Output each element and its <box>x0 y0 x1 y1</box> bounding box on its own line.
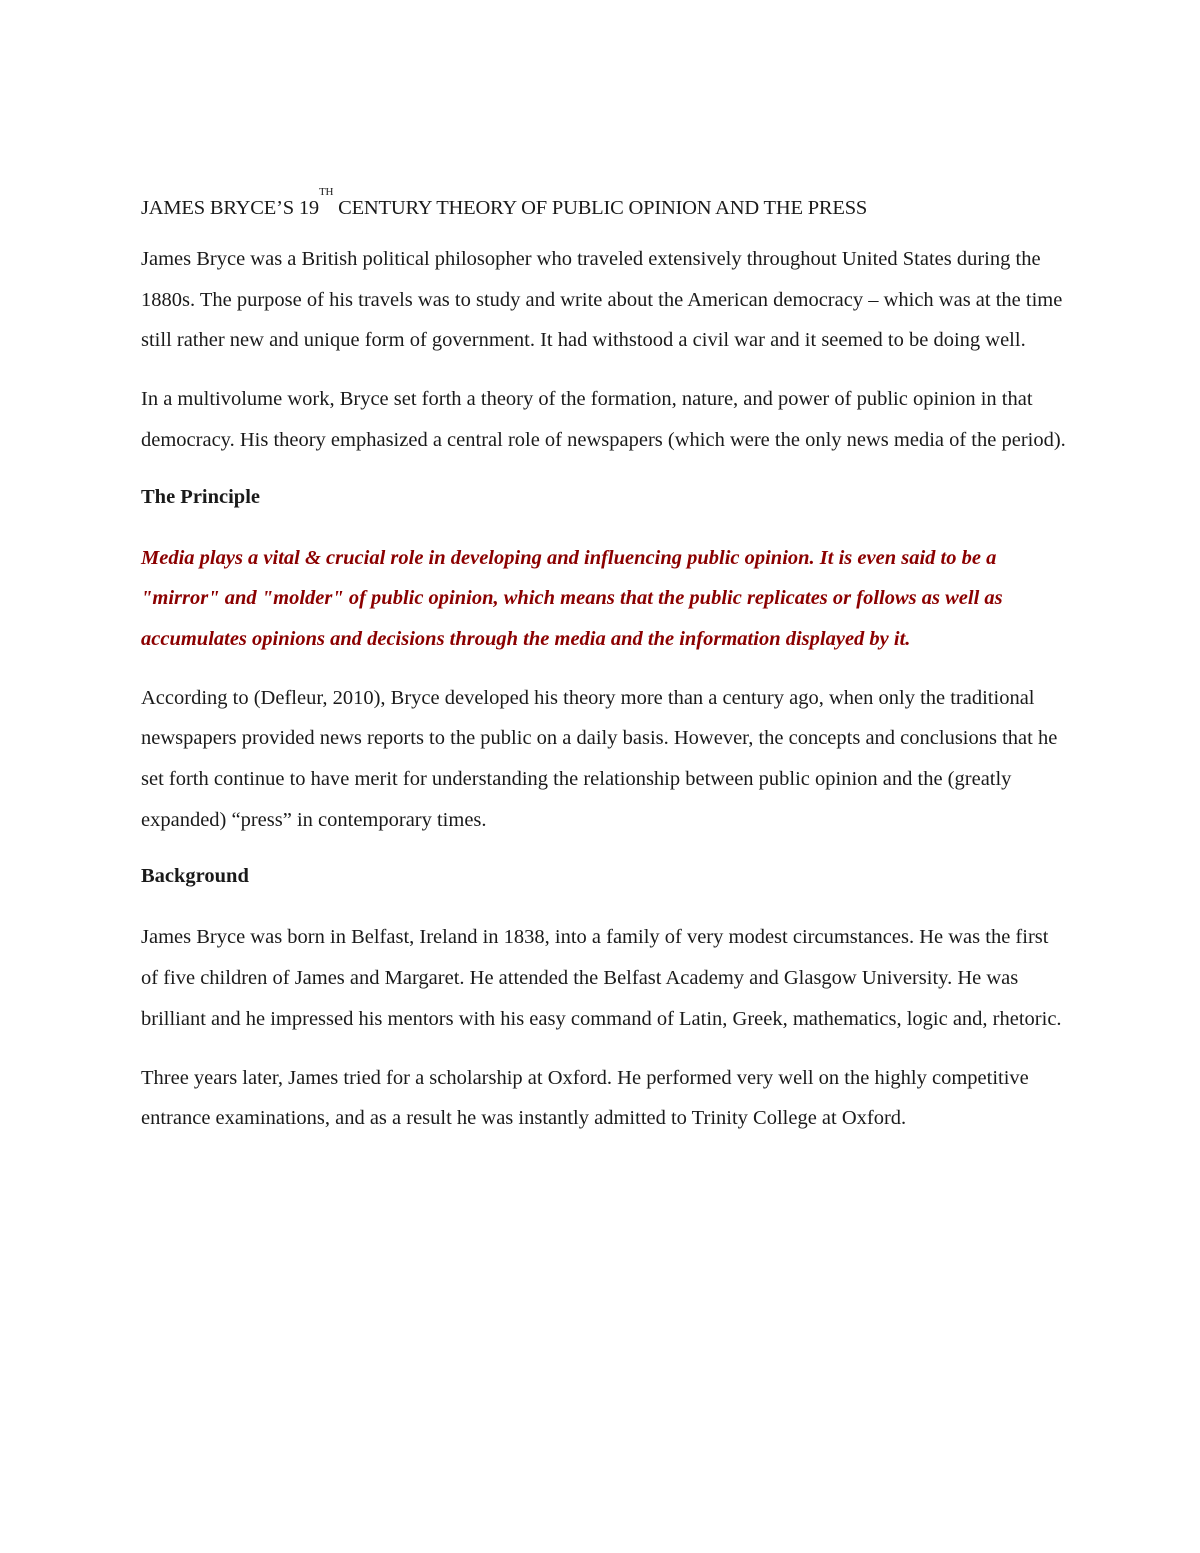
background-paragraph-2: Three years later, James tried for a scholarship at Oxford. He performed very well on the highly competitive entrance examinations, and as a result he was instantly admitted to Trinity College at Oxford. <box>141 1066 1029 1130</box>
title-prefix: JAMES BRYCE’S 19 <box>141 197 319 219</box>
intro-paragraph-1: James Bryce was a British political philosopher who traveled extensively throughout United States during the 1880s. The purpose of his travels was to study and write about the American democracy – which was at the time still rather new and unique form of government. It had withstood a civil war and it seemed to be doing well. <box>141 248 1063 352</box>
principle-quote: Media plays a vital & crucial role in developing and influencing public opinion. It is even said to be a "mirror" and "molder" of public opinion, which means that the public replicates or follows as well as accumulates opinions and decisions through the media and the information displayed by it. <box>141 546 1003 650</box>
title-superscript: TH <box>318 186 334 198</box>
document-title <box>141 186 1066 226</box>
principle-heading: The Principle <box>141 485 261 508</box>
background-paragraph-1: James Bryce was born in Belfast, Ireland in 1838, into a family of very modest circumstances. He was the first of five children of James and Margaret. He attended the Belfast Academy and Glasgow University. He was brilliant and he impressed his mentors with his easy command of Latin, Greek, mathematics, logic and, rhetoric. <box>141 926 1062 1030</box>
document-content <box>141 186 1066 1157</box>
principle-follow-paragraph: According to (Defleur, 2010), Bryce developed his theory more than a century ago, when only the traditional newspapers provided news reports to the public on a daily basis. However, the concepts and conclusions that he set forth continue to have merit for understanding the relationship between public opinion and the (greatly expanded) “press” in contemporary times. <box>141 686 1058 831</box>
title-suffix: CENTURY THEORY OF PUBLIC OPINION AND THE PRESS <box>333 197 868 219</box>
intro-paragraph-2: In a multivolume work, Bryce set forth a theory of the formation, nature, and power of public opinion in that democracy. His theory emphasized a central role of newspapers (which were the only news media of the period). <box>141 388 1066 451</box>
background-heading: Background <box>141 865 249 888</box>
